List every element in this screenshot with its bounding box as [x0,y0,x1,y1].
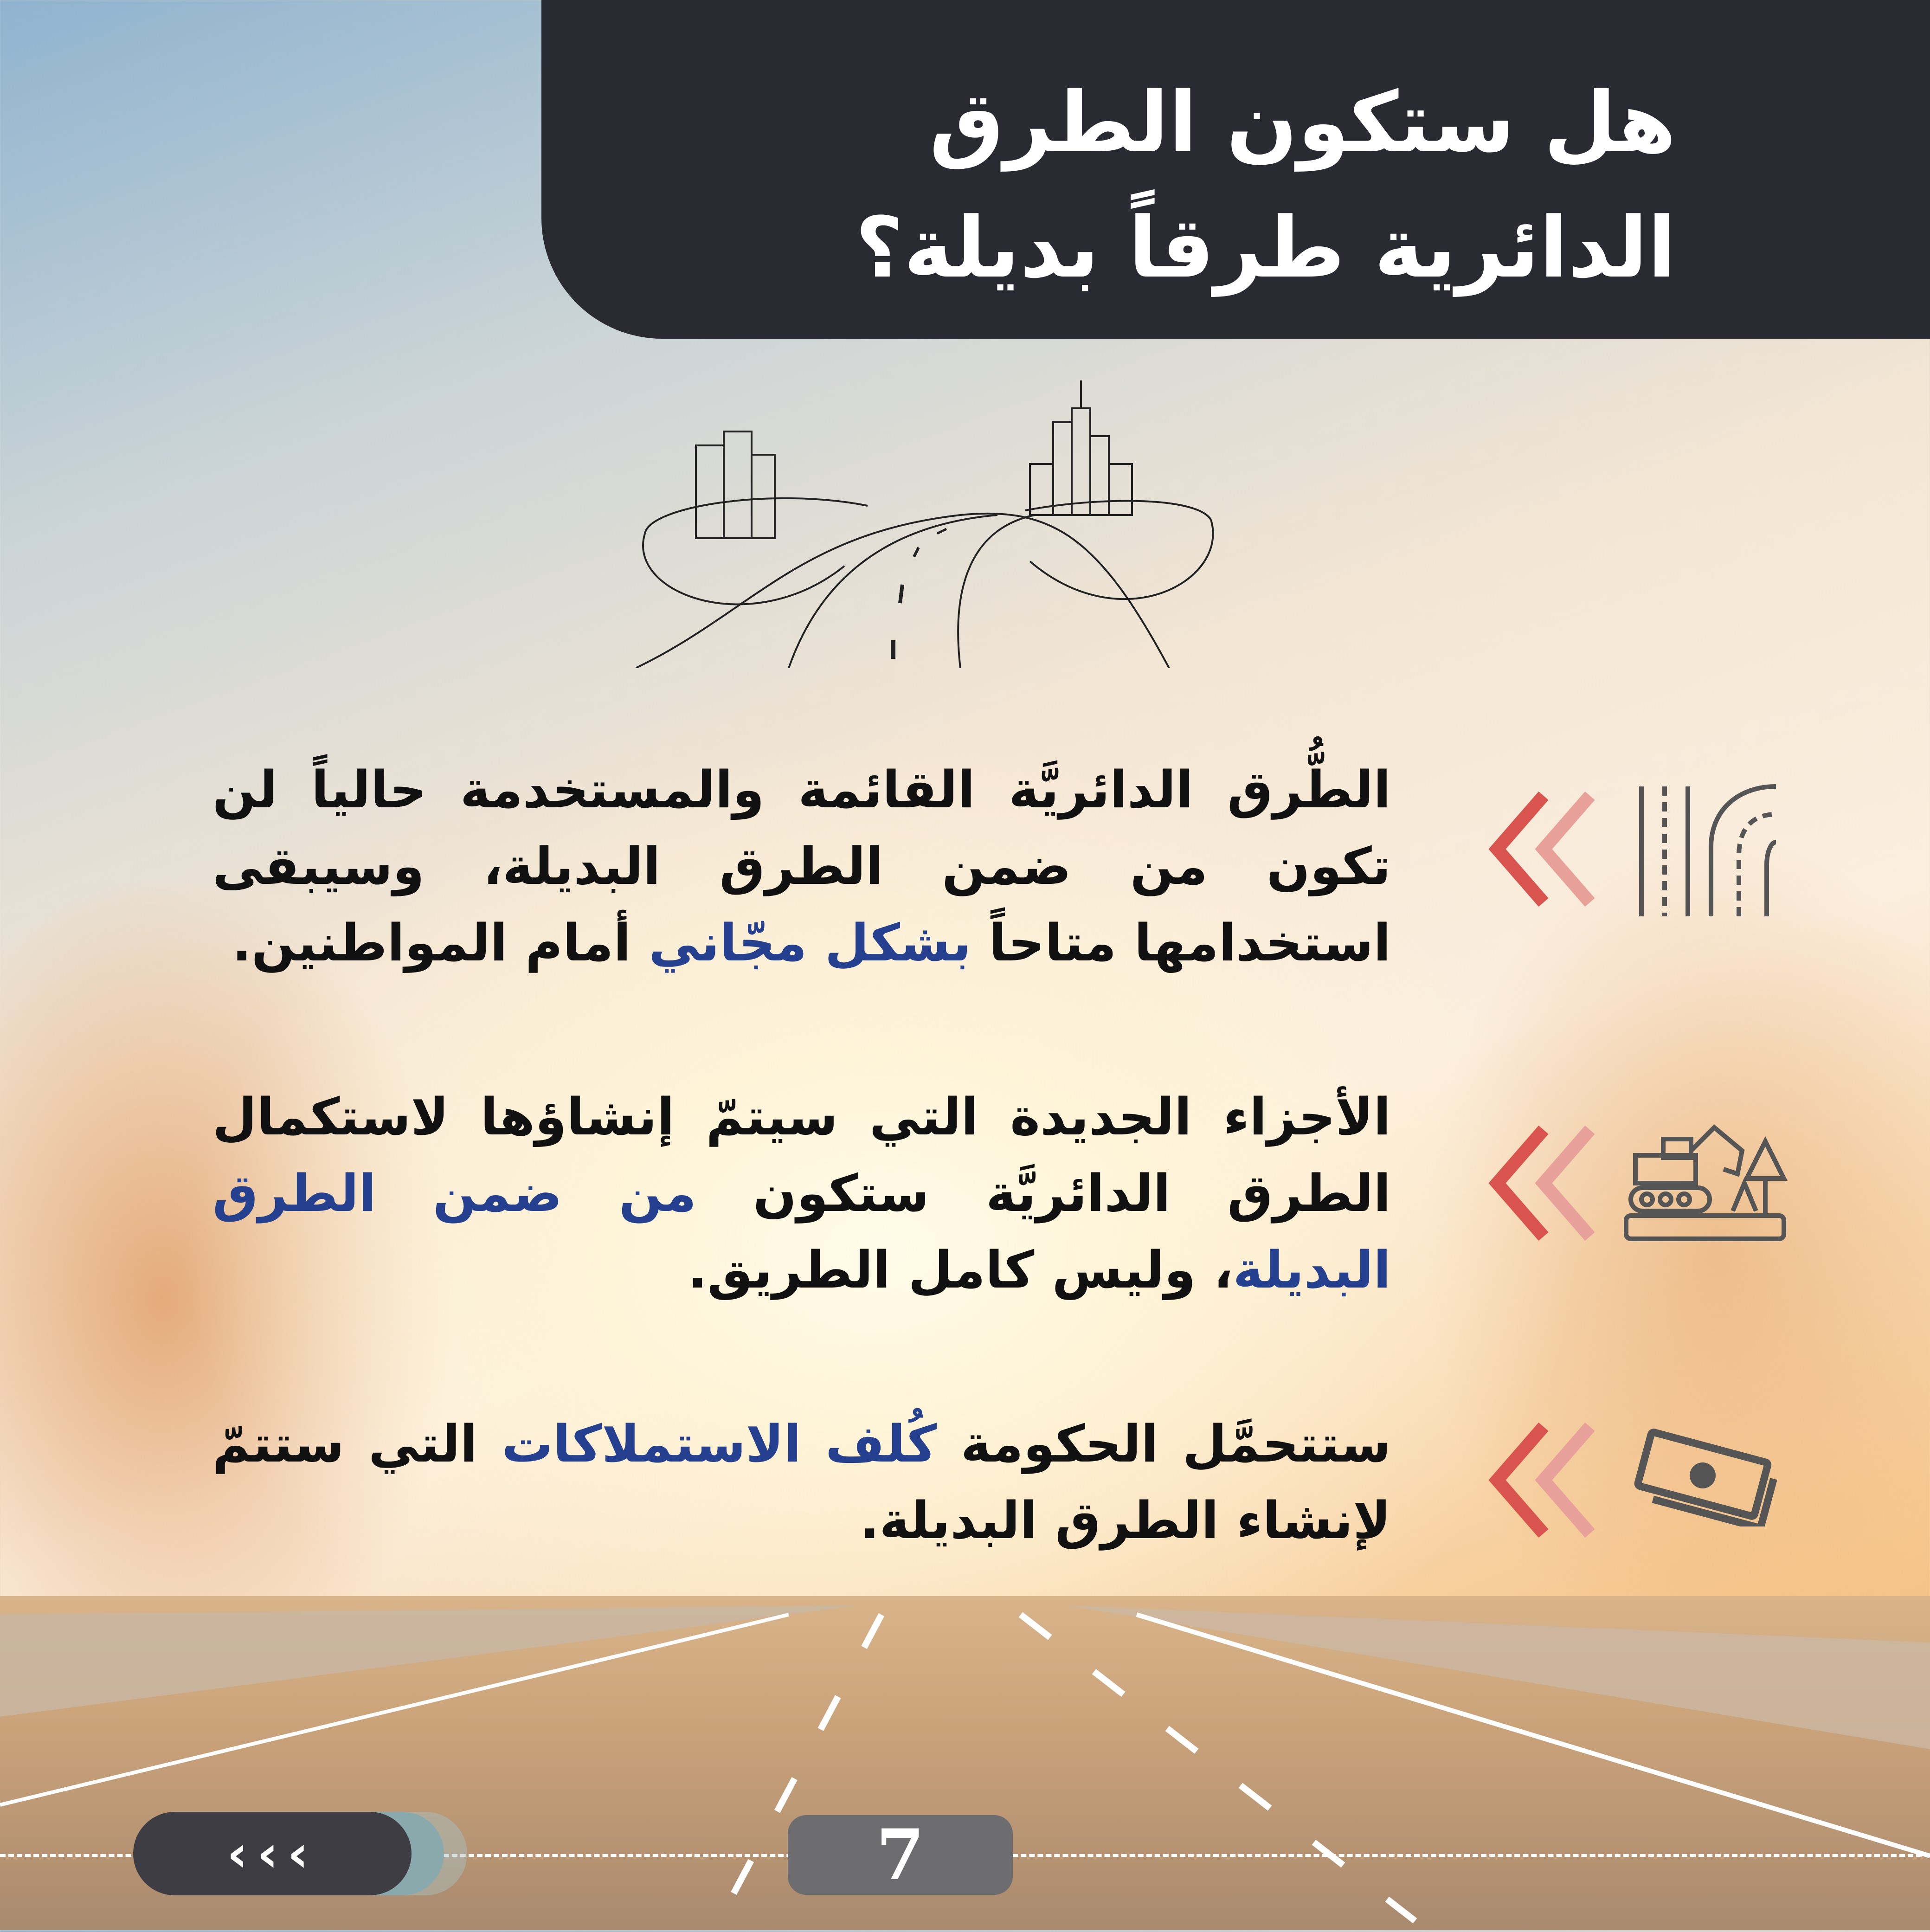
money-icon [1633,1424,1782,1526]
city-roads-illustration [636,380,1220,668]
construction-icon [1621,1123,1788,1243]
point-2-text: الأجزاء الجديدة التي سيتمّ إنشاؤها لاستكمال الطرق الدائريَّة ستكون من ضمن الطرق البديلة، وليس كامل الطريق. [212,1087,1391,1300]
chevron-left-icon [1483,786,1604,912]
back-button[interactable] [133,1812,412,1895]
back-arrows-icon: ‹‹‹ [227,1824,318,1883]
chevron-left-icon [1483,1121,1604,1246]
page-title: هل ستكون الطرق الدائرية طرقاً بديلة؟ [855,74,1676,296]
road-lanes-icon [1637,782,1776,916]
page-number: 7 [788,1815,1013,1895]
chevron-left-icon [1483,1417,1604,1543]
point-1-text: الطُّرق الدائريَّة القائمة والمستخدمة حالياً لن تكون من ضمن الطرق البديلة، وسيبقى استخدامها متاحاً بشكل مجّاني أمام المواطنين. [212,760,1391,972]
point-3-text: ستتحمَّل الحكومة كُلف الاستملاكات التي ستتمّ لإنشاء الطرق البديلة. [212,1414,1391,1550]
